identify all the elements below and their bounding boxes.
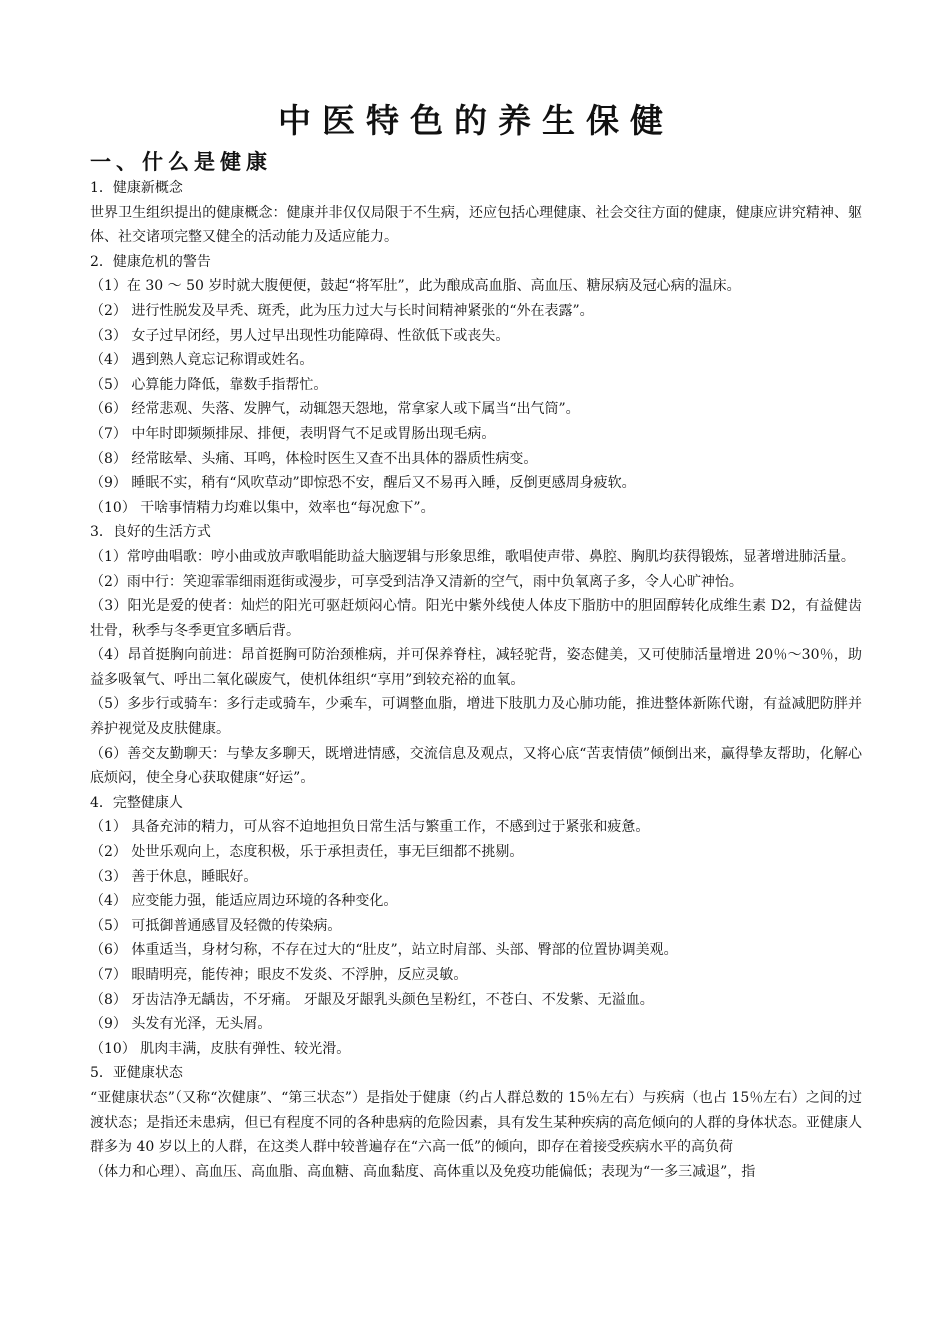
list-item: （10） 肌肉丰满，皮肤有弹性、较光滑。: [90, 1040, 351, 1057]
list-item: （2） 处世乐观向上，态度积极，乐于承担责任，事无巨细都不挑剔。: [90, 844, 524, 861]
list-item: （6） 体重适当，身材匀称，不存在过大的“肚皮”，站立时肩部、头部、臀部的位置协调美观。: [90, 942, 678, 959]
list-item: （1） 具备充沛的精力，可从容不迫地担负日常生活与繁重工作，不感到过于紧张和疲惫。: [90, 819, 650, 836]
subheading-warnings: 2．健康危机的警告: [90, 253, 211, 270]
list-item: （4） 遇到熟人竟忘记称谓或姓名。: [90, 352, 314, 369]
list-item: （3）阳光是爱的使者：灿烂的阳光可驱赶烦闷心情。阳光中紫外线使人体皮下脂肪中的胆固醇转化成维生素 D2，有益健齿壮骨，秋季与冬季更宜多晒后背。: [90, 598, 862, 639]
list-item: （7） 中年时即频频排尿、排便，表明肾气不足或胃肠出现毛病。: [90, 425, 496, 442]
document-title: 中医特色的养生保健: [278, 101, 674, 140]
paragraph-subhealth-continued: （体力和心理）、高血压、高血脂、高血糖、高血黏度、高体重以及免疫功能偏低；表现为“一多三减退”，指: [90, 1163, 756, 1180]
list-item: （1）在 30 ～ 50 岁时就大腹便便，鼓起“将军肚”，此为酿成高血脂、高血压、糖尿病及冠心病的温床。: [90, 278, 741, 295]
list-item: （6） 经常悲观、失落、发脾气，动辄怨天怨地，常拿家人或下属当“出气筒”。: [90, 401, 580, 418]
list-item: （3） 善于休息，睡眠好。: [90, 868, 258, 885]
list-item: （8） 牙齿洁净无龋齿，不牙痛。 牙龈及牙龈乳头颜色呈粉红，不苍白、不发紫、无溢血。: [90, 991, 654, 1008]
subheading-healthy-person: 4．完整健康人: [90, 794, 183, 811]
list-item: （2） 进行性脱发及早秃、斑秃，此为压力过大与长时间精神紧张的“外在表露”。: [90, 302, 594, 319]
list-item: （9） 头发有光泽，无头屑。: [90, 1016, 272, 1033]
subheading-new-concept: 1．健康新概念: [90, 180, 183, 196]
list-item: （1）常哼曲唱歌：哼小曲或放声歌唱能助益大脑逻辑与形象思维，歌唱使声带、鼻腔、胸肌均获得锻炼，显著增进肺活量。: [90, 548, 855, 565]
list-item: （5）多步行或骑车：多行走或骑车，少乘车，可调整血脂，增进下肢肌力及心肺功能，推进整体新陈代谢，有益减肥防胖并养护视觉及皮肤健康。: [90, 696, 862, 738]
list-item: （10） 干啥事情精力均难以集中，效率也“每况愈下”。: [90, 499, 435, 516]
list-item: （4）昂首挺胸向前进：昂首挺胸可防治颈椎病，并可保养脊柱，减轻驼背，姿态健美，又可使肺活量增进 20％～30％，助益多吸氧气、呼出二氧化碳废气，使机体组织“享用”到较充裕的血氧。: [90, 647, 862, 688]
list-item: （8） 经常眩晕、头痛、耳鸣，体检时医生又查不出具体的器质性病变。: [90, 450, 538, 467]
list-item: （7） 眼睛明亮，能传神；眼皮不发炎、不浮肿，反应灵敏。: [90, 967, 468, 983]
paragraph-subhealth: “亚健康状态”（又称“次健康”、“第三状态”）是指处于健康（约占人群总数的 15％左右）与疾病（也占 15％左右）之间的过渡状态；是指还未患病，但已有程度不同的各种患病的危险因素，具有发生某种疾病的高危倾向的人群的身体状态。亚健康人群多为 40 岁以上的人群，在这类人群中较普遍存在“六高一低”的倾向，即存在着接受疾病水平的高负荷: [90, 1089, 862, 1156]
list-item: （9） 睡眠不实，稍有“风吹草动”即惊恐不安，醒后又不易再入睡，反倒更感周身疲软。: [90, 475, 636, 492]
list-item: （2）雨中行：笑迎霏霏细雨逛街或漫步，可享受到洁净又清新的空气，雨中负氧离子多，令人心旷神怡。: [90, 573, 743, 590]
subheading-subhealth: 5．亚健康状态: [90, 1065, 183, 1082]
list-item: （3） 女子过早闭经，男人过早出现性功能障碍、性欲低下或丧失。: [90, 327, 510, 344]
list-item: （6）善交友勤聊天：与挚友多聊天，既增进情感，交流信息及观点，又将心底“苦衷情债”倾倒出来，赢得挚友帮助，化解心底烦闷，使全身心获取健康“好运”。: [90, 745, 862, 787]
list-item: （5） 心算能力降低，靠数手指帮忙。: [90, 376, 328, 393]
list-item: （4） 应变能力强，能适应周边环境的各种变化。: [90, 893, 398, 910]
section-heading: 一、什么是健康: [90, 150, 272, 174]
paragraph-health-concept: 世界卫生组织提出的健康概念：健康并非仅仅局限于不生病，还应包括心理健康、社会交往方面的健康，健康应讲究精神、躯体、社交诸项完整又健全的活动能力及适应能力。: [90, 204, 862, 246]
list-item: （5） 可抵御普通感冒及轻微的传染病。: [90, 917, 342, 934]
subheading-lifestyle: 3．良好的生活方式: [90, 524, 211, 541]
document-page: [90, 96, 862, 1184]
